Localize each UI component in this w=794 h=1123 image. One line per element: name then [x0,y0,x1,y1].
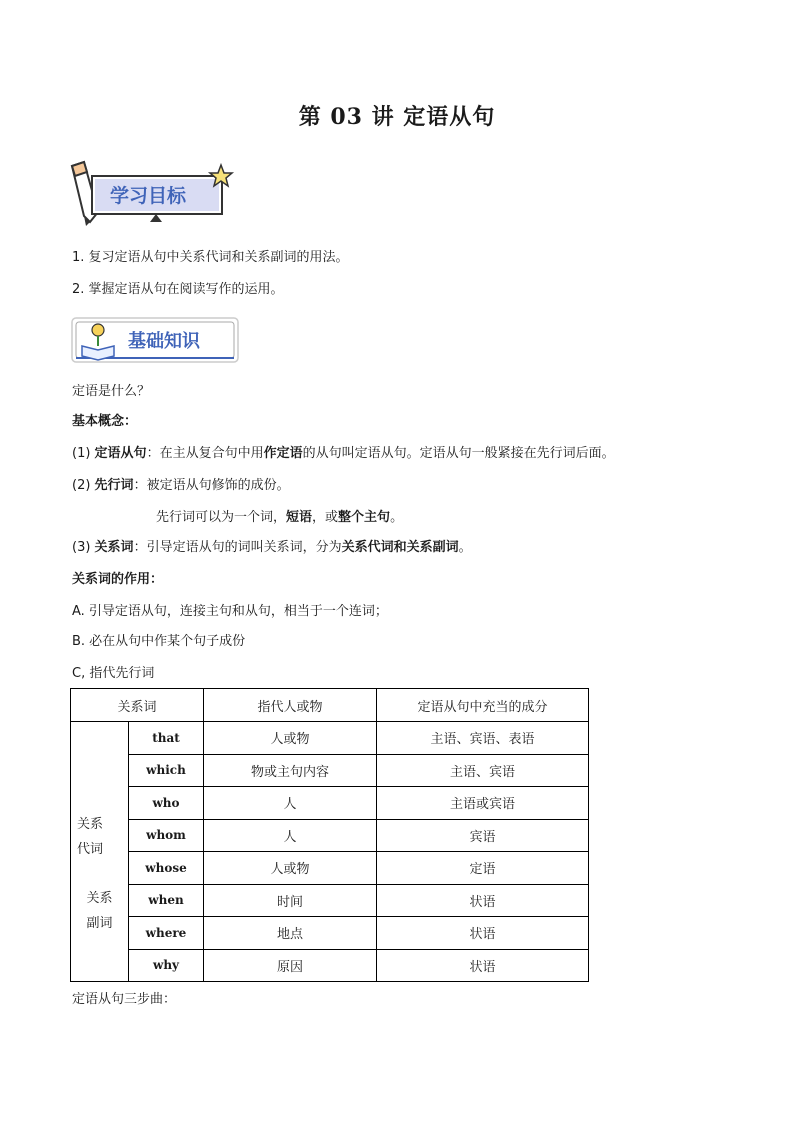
cell-word: why [129,949,204,982]
antecedent-note: 先行词可以为一个词，短语，或整个主句。 [156,510,404,525]
table-row [71,722,589,755]
group-label-adverb: 关系 副词 [71,884,129,982]
cell-refers: 原因 [204,949,377,982]
cell-word: whose [129,852,204,885]
cell-refers: 人或物 [204,852,377,885]
banner-label: 学习目标 [110,185,187,207]
cell-role: 主语或宾语 [377,787,589,820]
three-steps-heading: 定语从句三步曲： [72,992,177,1007]
question-what-is-attributive: 定语是什么？ [72,384,151,399]
concept-heading: 基本概念： [72,414,138,429]
table-header-row [71,689,589,722]
cell-refers: 人 [204,787,377,820]
cell-refers: 人或物 [204,722,377,755]
goal-2: 2. 掌握定语从句在阅读写作的运用。 [72,282,284,297]
cell-refers: 时间 [204,884,377,917]
cell-word: where [129,917,204,950]
cell-role: 状语 [377,949,589,982]
cell-word: who [129,787,204,820]
learning-goals-banner [70,156,240,232]
cell-role: 主语、宾语、表语 [377,722,589,755]
function-a: A. 引导定语从句，连接主句和从句，相当于一个连词； [72,604,388,619]
table-row [71,949,589,982]
concept-item-3: (3) 关系词：引导定语从句的词叫关系词，分为关系代词和关系副词。 [72,540,472,555]
cell-refers: 地点 [204,917,377,950]
cell-word: that [129,722,204,755]
group-label-pronoun: 关系 代词 [71,722,129,885]
cell-refers: 人 [204,819,377,852]
table-header: 定语从句中充当的成分 [377,689,589,722]
function-c: C, 指代先行词 [72,666,155,681]
cell-role: 主语、宾语 [377,754,589,787]
cell-role: 宾语 [377,819,589,852]
basic-knowledge-banner [70,316,242,364]
table-row [71,787,589,820]
page-title: 第 03 讲 定语从句 [298,104,496,130]
concept-item-1: (1) 定语从句：在主从复合句中用作定语的从句叫定语从句。定语从句一般紧接在先行词后面。 [72,446,615,461]
table-header: 指代人或物 [204,689,377,722]
cell-word: which [129,754,204,787]
cell-word: when [129,884,204,917]
function-heading: 关系词的作用： [72,572,164,587]
relative-word-table [70,688,589,982]
cell-role: 状语 [377,917,589,950]
cell-role: 状语 [377,884,589,917]
table-header: 关系词 [71,689,204,722]
table-row [71,819,589,852]
cell-role: 定语 [377,852,589,885]
table-row [71,754,589,787]
table-row [71,884,589,917]
table-row [71,917,589,950]
banner-label: 基础知识 [128,331,200,352]
concept-item-2: (2) 先行词：被定语从句修饰的成份。 [72,478,290,493]
heart-icon [150,214,162,222]
function-b: B. 必在从句中作某个句子成份 [72,634,246,649]
cell-refers: 物或主句内容 [204,754,377,787]
table-row [71,852,589,885]
cell-word: whom [129,819,204,852]
goal-1: 1. 复习定语从句中关系代词和关系副词的用法。 [72,250,349,265]
